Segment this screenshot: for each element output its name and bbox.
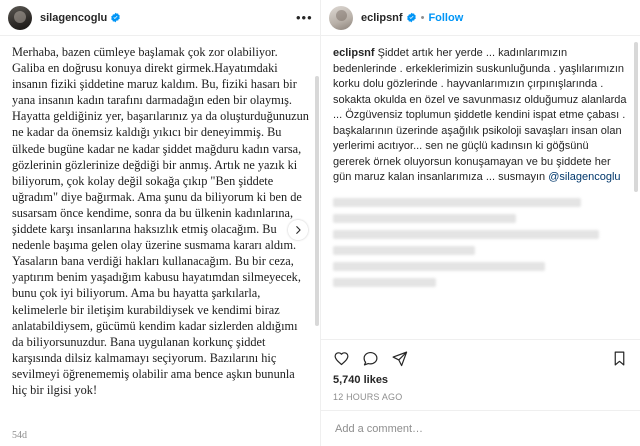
post-caption [333,46,628,186]
comment-icon[interactable] [362,350,379,367]
share-icon[interactable] [391,350,408,367]
blurred-comments [333,198,628,287]
add-comment-bar[interactable] [321,410,640,446]
bookmark-icon[interactable] [611,350,628,367]
left-post-header [0,0,320,36]
comments-scrollbar[interactable] [634,42,638,192]
more-options-icon[interactable]: ••• [296,10,313,25]
follow-button[interactable]: Follow [428,11,464,24]
blurred-comment-line [333,230,599,239]
action-row [333,347,628,369]
right-post-header [321,0,640,36]
right-post-username[interactable]: eclipsnf [361,11,403,24]
blurred-comment-line [333,198,581,207]
blurred-comment-line [333,214,516,223]
right-post-panel [321,0,640,446]
verified-badge-icon [110,12,121,23]
left-post-text-image [0,36,320,424]
blurred-comment-line [333,246,475,255]
heart-icon[interactable] [333,350,350,367]
add-comment-input[interactable] [333,422,628,436]
left-post-footer [0,424,320,446]
carousel-next-button[interactable] [288,220,308,240]
caption-mention[interactable]: @silagencoglu [548,171,621,183]
comments-scroll-area[interactable] [321,36,640,339]
post-actions [321,339,640,410]
likes-count[interactable]: 5,740 likes [333,374,389,386]
caption-text: Şiddet artık her yerde ... kadınlarımızın bedenlerinde . erkeklerimizin suskunluğunda . yaşlılarımızın korku dolu gözlerinde . hayvanlarımızın çırpınışlarında . sokakta okulda en özel ve savunmasız olduğumuz alanlarda ... Özgüvensiz toplumun şiddetle kendini ispat etme çabası . başkalarının üzerinde aşağılık psikoloji savaşları insan olan yerlerimi acıtıyor... sen ne güçlü kadınsın ki göğsünü gererek örnek oluyorsun konuşamayan ve bu şiddete her gün maruz kalan insanlarımıza ... susmayın [333,47,627,183]
left-image-scrollbar[interactable] [315,76,319,326]
blurred-comment-line [333,278,436,287]
caption-username[interactable]: eclipsnf [333,47,375,59]
avatar[interactable] [329,6,353,30]
left-post-timestamp: 54d [12,429,27,441]
verified-badge-icon [406,12,417,23]
post-timestamp: 12 HOURS AGO [333,392,403,402]
left-post-username[interactable]: silagencoglu [40,11,108,24]
header-separator: • [420,11,425,24]
blurred-comment-line [333,262,545,271]
left-post-text-paragraph: Merhaba, bazen cümleye başlamak çok zor olabiliyor. Galiba en doğrusu konuya direkt girmek.Hayatımdaki insanın fiziki şiddetine maruz kaldım. Bu, fiziki hasarı bir yana insanın kadın tarafını darmadağın eden bir olaymış. Hayatta geldiğiniz yer, başarılarınız ya da oluşturduğunuzun ne kadar da önemsiz kaldığı yıkıcı bir deneyimmiş. Bu ülkede bugüne kadar ne kadar şiddet mağduru kadın varsa, gözlerinin gözlerinize değdiği bir anmış. Artık ne yazık ki biliyorum, çok kolay değil sokağa çıkıp "Ben şiddete uğradım" diye bağırmak. Ama şunu da biliyorum ki ben de susarsam önce kendime, sonra da bu ülkenin kadınlarına, şiddete karşı insanlarına haksızlık etmiş olacağım. Bu nedenle başıma gelen olay üzerine susmama kararı aldım. Yasaların bana verdiği hakları kullanacağım. Bu bir ceza, yaptırım benim yaşadığım kabusu hayatımdan silmeyecek, bunu çok iyi biliyorum. Ama bu hayatta şarkılarla, kelimelerle bir iletişim kurabildiysek ve kendimi biraz anlatabildiysem, gücümü kendim kadar sizlerden aldığımı da biliyorsunuzdur. Bana uygulanan korkunç şiddet karşısında dilsiz kalmamayı seçiyorum. Bazılarını hiç sevilmeyi öğrenememiş olabilir ama bence aşkın bununla hiç bir ilgisi yok! [12,45,309,397]
avatar[interactable] [8,6,32,30]
